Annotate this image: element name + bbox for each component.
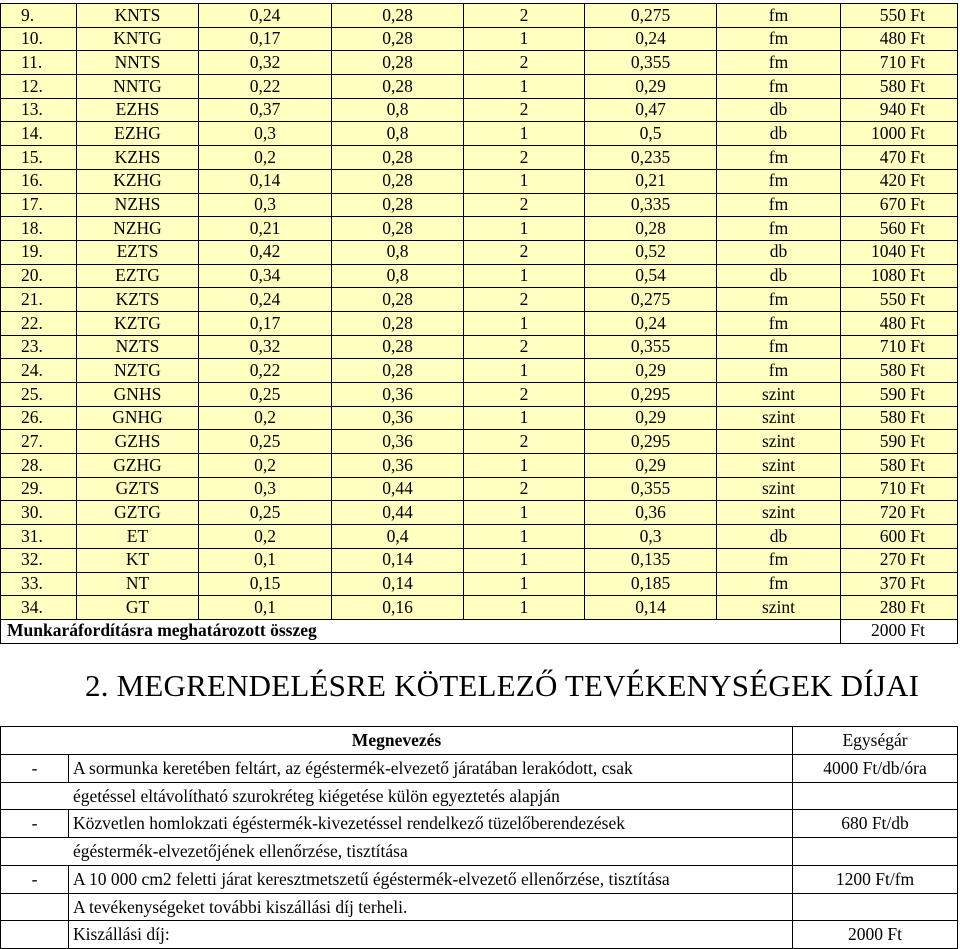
row-value-a: 0,25 bbox=[199, 430, 332, 454]
empty-cell bbox=[793, 838, 958, 866]
row-count: 2 bbox=[464, 51, 585, 75]
row-price: 590 Ft bbox=[841, 383, 958, 407]
row-unit: db bbox=[717, 240, 841, 264]
row-count: 2 bbox=[464, 477, 585, 501]
table-row bbox=[1, 217, 958, 241]
table-row bbox=[1, 4, 958, 28]
table-row bbox=[1, 501, 958, 525]
activity-line: Közvetlen homlokzati égéstermék-kivezetéssel rendelkező tüzelőberendezések bbox=[69, 810, 793, 838]
price-table-body bbox=[1, 4, 958, 620]
row-value-d: 0,29 bbox=[585, 75, 717, 99]
row-value-a: 0,21 bbox=[199, 217, 332, 241]
row-unit: fm bbox=[717, 288, 841, 312]
summary-value: 2000 Ft bbox=[841, 619, 958, 643]
row-count: 1 bbox=[464, 122, 585, 146]
row-value-d: 0,235 bbox=[585, 146, 717, 170]
row-value-d: 0,21 bbox=[585, 169, 717, 193]
row-code: KNTS bbox=[77, 4, 199, 28]
row-code: NNTS bbox=[77, 51, 199, 75]
row-value-b: 0,14 bbox=[332, 548, 464, 572]
row-price: 550 Ft bbox=[841, 288, 958, 312]
activity-price: 4000 Ft/db/óra bbox=[793, 754, 958, 782]
activity-line: A sormunka keretében feltárt, az égéstermék-elvezető járatában lerakódott, csak bbox=[73, 757, 633, 778]
row-value-d: 0,24 bbox=[585, 311, 717, 335]
row-count: 1 bbox=[464, 27, 585, 51]
row-number: 30. bbox=[1, 501, 77, 525]
row-count: 1 bbox=[464, 525, 585, 549]
row-code: GZHG bbox=[77, 454, 199, 478]
table-row bbox=[1, 383, 958, 407]
row-unit: fm bbox=[717, 146, 841, 170]
row-unit: szint bbox=[717, 383, 841, 407]
row-code: NZTG bbox=[77, 359, 199, 383]
table-row bbox=[1, 311, 958, 335]
col-price-header: Egységár bbox=[793, 727, 958, 755]
activity-line: A 10 000 cm2 feletti járat keresztmetszetű égéstermék-elvezető ellenőrzése, tisztítása bbox=[69, 865, 793, 893]
activity-dash: - bbox=[1, 810, 69, 838]
row-code: KZTS bbox=[77, 288, 199, 312]
row-value-d: 0,275 bbox=[585, 4, 717, 28]
row-value-a: 0,17 bbox=[199, 311, 332, 335]
row-value-d: 0,185 bbox=[585, 572, 717, 596]
row-unit: fm bbox=[717, 548, 841, 572]
table-row bbox=[1, 264, 958, 288]
row-number: 18. bbox=[1, 217, 77, 241]
row-price: 1000 Ft bbox=[841, 122, 958, 146]
row-count: 2 bbox=[464, 98, 585, 122]
row-code: GNHG bbox=[77, 406, 199, 430]
row-value-a: 0,15 bbox=[199, 572, 332, 596]
table-row bbox=[1, 122, 958, 146]
row-value-a: 0,3 bbox=[199, 193, 332, 217]
row-value-b: 0,36 bbox=[332, 406, 464, 430]
row-price: 580 Ft bbox=[841, 359, 958, 383]
table-row bbox=[1, 596, 958, 620]
row-code: NZHG bbox=[77, 217, 199, 241]
row-unit: fm bbox=[717, 572, 841, 596]
row-number: 21. bbox=[1, 288, 77, 312]
price-table bbox=[0, 3, 958, 644]
row-value-b: 0,36 bbox=[332, 454, 464, 478]
row-price: 470 Ft bbox=[841, 146, 958, 170]
row-number: 25. bbox=[1, 383, 77, 407]
row-number: 14. bbox=[1, 122, 77, 146]
row-value-b: 0,36 bbox=[332, 430, 464, 454]
row-code: GT bbox=[77, 596, 199, 620]
table-row bbox=[1, 193, 958, 217]
row-number: 24. bbox=[1, 359, 77, 383]
note-text: A tevékenységeket további kiszállási díj terheli. bbox=[69, 893, 793, 921]
row-number: 33. bbox=[1, 572, 77, 596]
row-value-b: 0,28 bbox=[332, 75, 464, 99]
fee-value: 2000 Ft bbox=[793, 921, 958, 949]
row-value-b: 0,28 bbox=[332, 288, 464, 312]
row-unit: db bbox=[717, 122, 841, 146]
row-price: 560 Ft bbox=[841, 217, 958, 241]
table-row bbox=[1, 572, 958, 596]
row-code: EZTG bbox=[77, 264, 199, 288]
row-number: 17. bbox=[1, 193, 77, 217]
activities-table bbox=[0, 726, 958, 949]
row-value-b: 0,44 bbox=[332, 477, 464, 501]
row-count: 1 bbox=[464, 264, 585, 288]
row-price: 720 Ft bbox=[841, 501, 958, 525]
row-value-d: 0,355 bbox=[585, 51, 717, 75]
row-value-a: 0,32 bbox=[199, 335, 332, 359]
row-count: 2 bbox=[464, 240, 585, 264]
row-code: KZHS bbox=[77, 146, 199, 170]
row-count: 2 bbox=[464, 4, 585, 28]
row-code: NZTS bbox=[77, 335, 199, 359]
table-row bbox=[1, 525, 958, 549]
table-row bbox=[1, 169, 958, 193]
row-count: 1 bbox=[464, 548, 585, 572]
row-value-b: 0,28 bbox=[332, 169, 464, 193]
row-number: 10. bbox=[1, 27, 77, 51]
row-price: 580 Ft bbox=[841, 406, 958, 430]
row-price: 580 Ft bbox=[841, 454, 958, 478]
row-value-d: 0,24 bbox=[585, 27, 717, 51]
activity-dash: - bbox=[1, 754, 69, 782]
table-row bbox=[1, 477, 958, 501]
row-price: 600 Ft bbox=[841, 525, 958, 549]
row-count: 1 bbox=[464, 454, 585, 478]
row-code: NT bbox=[77, 572, 199, 596]
row-price: 710 Ft bbox=[841, 335, 958, 359]
row-unit: szint bbox=[717, 501, 841, 525]
row-number: 27. bbox=[1, 430, 77, 454]
row-value-b: 0,28 bbox=[332, 335, 464, 359]
row-unit: fm bbox=[717, 169, 841, 193]
row-value-a: 0,3 bbox=[199, 477, 332, 501]
row-value-a: 0,42 bbox=[199, 240, 332, 264]
row-value-d: 0,295 bbox=[585, 430, 717, 454]
table-row bbox=[1, 51, 958, 75]
row-unit: szint bbox=[717, 430, 841, 454]
row-unit: fm bbox=[717, 359, 841, 383]
row-unit: fm bbox=[717, 4, 841, 28]
activity-price: 680 Ft/db bbox=[793, 810, 958, 838]
row-price: 670 Ft bbox=[841, 193, 958, 217]
row-value-b: 0,28 bbox=[332, 51, 464, 75]
row-code: KT bbox=[77, 548, 199, 572]
row-count: 1 bbox=[464, 217, 585, 241]
row-value-a: 0,2 bbox=[199, 406, 332, 430]
row-value-d: 0,29 bbox=[585, 454, 717, 478]
row-unit: db bbox=[717, 525, 841, 549]
row-value-d: 0,54 bbox=[585, 264, 717, 288]
empty-cell bbox=[793, 782, 958, 810]
empty-cell bbox=[1, 921, 69, 949]
row-value-d: 0,29 bbox=[585, 406, 717, 430]
row-value-d: 0,29 bbox=[585, 359, 717, 383]
row-count: 2 bbox=[464, 193, 585, 217]
row-value-b: 0,28 bbox=[332, 193, 464, 217]
activity-dash: - bbox=[1, 865, 69, 893]
row-value-b: 0,28 bbox=[332, 27, 464, 51]
row-value-a: 0,1 bbox=[199, 596, 332, 620]
row-value-a: 0,2 bbox=[199, 525, 332, 549]
row-value-d: 0,5 bbox=[585, 122, 717, 146]
row-unit: db bbox=[717, 264, 841, 288]
row-number: 9. bbox=[1, 4, 77, 28]
row-price: 940 Ft bbox=[841, 98, 958, 122]
row-number: 28. bbox=[1, 454, 77, 478]
row-value-b: 0,36 bbox=[332, 383, 464, 407]
row-number: 34. bbox=[1, 596, 77, 620]
table-row bbox=[1, 146, 958, 170]
row-value-a: 0,2 bbox=[199, 454, 332, 478]
col-name-header: Megnevezés bbox=[1, 727, 793, 755]
row-value-d: 0,28 bbox=[585, 217, 717, 241]
row-code: KNTG bbox=[77, 27, 199, 51]
row-code: GZHS bbox=[77, 430, 199, 454]
row-price: 280 Ft bbox=[841, 596, 958, 620]
row-unit: db bbox=[717, 98, 841, 122]
fee-label: Kiszállási díj: bbox=[69, 921, 793, 949]
row-value-a: 0,24 bbox=[199, 4, 332, 28]
row-number: 13. bbox=[1, 98, 77, 122]
activity-row-continuation bbox=[1, 782, 958, 810]
row-count: 1 bbox=[464, 501, 585, 525]
note-row bbox=[1, 893, 958, 921]
row-price: 370 Ft bbox=[841, 572, 958, 596]
row-number: 29. bbox=[1, 477, 77, 501]
row-price: 1040 Ft bbox=[841, 240, 958, 264]
row-count: 2 bbox=[464, 335, 585, 359]
row-unit: szint bbox=[717, 454, 841, 478]
row-code: EZHS bbox=[77, 98, 199, 122]
row-value-b: 0,28 bbox=[332, 217, 464, 241]
summary-label: Munkaráfordításra meghatározott összeg bbox=[1, 619, 841, 643]
row-value-d: 0,14 bbox=[585, 596, 717, 620]
row-value-d: 0,135 bbox=[585, 548, 717, 572]
row-unit: szint bbox=[717, 596, 841, 620]
row-count: 1 bbox=[464, 596, 585, 620]
row-value-d: 0,355 bbox=[585, 477, 717, 501]
activities-header-row bbox=[1, 727, 958, 755]
row-code: GZTS bbox=[77, 477, 199, 501]
row-value-a: 0,1 bbox=[199, 548, 332, 572]
table-row bbox=[1, 454, 958, 478]
row-value-a: 0,22 bbox=[199, 359, 332, 383]
row-count: 1 bbox=[464, 406, 585, 430]
row-value-b: 0,28 bbox=[332, 146, 464, 170]
row-value-b: 0,28 bbox=[332, 4, 464, 28]
row-value-a: 0,22 bbox=[199, 75, 332, 99]
row-count: 1 bbox=[464, 75, 585, 99]
row-number: 23. bbox=[1, 335, 77, 359]
empty-cell bbox=[1, 893, 69, 921]
row-count: 1 bbox=[464, 311, 585, 335]
row-value-d: 0,36 bbox=[585, 501, 717, 525]
row-value-b: 0,4 bbox=[332, 525, 464, 549]
row-count: 2 bbox=[464, 288, 585, 312]
row-value-b: 0,14 bbox=[332, 572, 464, 596]
row-value-d: 0,275 bbox=[585, 288, 717, 312]
table-row bbox=[1, 359, 958, 383]
row-number: 12. bbox=[1, 75, 77, 99]
row-unit: szint bbox=[717, 406, 841, 430]
activity-description bbox=[69, 754, 793, 782]
row-code: GNHS bbox=[77, 383, 199, 407]
row-number: 16. bbox=[1, 169, 77, 193]
table-row bbox=[1, 335, 958, 359]
activity-row bbox=[1, 810, 958, 838]
row-number: 20. bbox=[1, 264, 77, 288]
row-code: NNTG bbox=[77, 75, 199, 99]
activity-row bbox=[1, 865, 958, 893]
row-code: GZTG bbox=[77, 501, 199, 525]
row-price: 1080 Ft bbox=[841, 264, 958, 288]
row-value-b: 0,8 bbox=[332, 122, 464, 146]
activity-line: égéstermék-elvezetőjének ellenőrzése, tisztítása bbox=[1, 838, 793, 866]
row-price: 480 Ft bbox=[841, 27, 958, 51]
row-code: NZHS bbox=[77, 193, 199, 217]
table-row bbox=[1, 430, 958, 454]
row-number: 31. bbox=[1, 525, 77, 549]
row-value-b: 0,28 bbox=[332, 359, 464, 383]
section-heading: 2. MEGRENDELÉSRE KÖTELEZŐ TEVÉKENYSÉGEK DÍJAI bbox=[85, 668, 920, 703]
row-number: 22. bbox=[1, 311, 77, 335]
row-unit: szint bbox=[717, 477, 841, 501]
row-code: EZTS bbox=[77, 240, 199, 264]
row-value-b: 0,8 bbox=[332, 98, 464, 122]
row-value-b: 0,28 bbox=[332, 311, 464, 335]
row-value-a: 0,14 bbox=[199, 169, 332, 193]
fee-row bbox=[1, 921, 958, 949]
row-value-a: 0,37 bbox=[199, 98, 332, 122]
row-price: 480 Ft bbox=[841, 311, 958, 335]
row-number: 32. bbox=[1, 548, 77, 572]
row-unit: fm bbox=[717, 51, 841, 75]
row-value-d: 0,47 bbox=[585, 98, 717, 122]
activity-line: égetéssel eltávolítható szurokréteg kiégetése külön egyeztetés alapján bbox=[1, 782, 793, 810]
row-price: 270 Ft bbox=[841, 548, 958, 572]
row-code: EZHG bbox=[77, 122, 199, 146]
activity-price: 1200 Ft/fm bbox=[793, 865, 958, 893]
row-number: 11. bbox=[1, 51, 77, 75]
row-price: 550 Ft bbox=[841, 4, 958, 28]
row-count: 1 bbox=[464, 359, 585, 383]
row-value-d: 0,355 bbox=[585, 335, 717, 359]
row-unit: fm bbox=[717, 311, 841, 335]
table-row bbox=[1, 240, 958, 264]
row-code: KZHG bbox=[77, 169, 199, 193]
row-value-d: 0,295 bbox=[585, 383, 717, 407]
activity-row bbox=[1, 754, 958, 782]
row-value-b: 0,44 bbox=[332, 501, 464, 525]
table-row bbox=[1, 548, 958, 572]
row-value-d: 0,335 bbox=[585, 193, 717, 217]
row-count: 1 bbox=[464, 169, 585, 193]
row-count: 2 bbox=[464, 383, 585, 407]
row-value-d: 0,52 bbox=[585, 240, 717, 264]
row-code: KZTG bbox=[77, 311, 199, 335]
row-number: 15. bbox=[1, 146, 77, 170]
row-value-a: 0,2 bbox=[199, 146, 332, 170]
row-unit: fm bbox=[717, 217, 841, 241]
row-number: 26. bbox=[1, 406, 77, 430]
row-value-a: 0,25 bbox=[199, 501, 332, 525]
row-price: 710 Ft bbox=[841, 51, 958, 75]
empty-cell bbox=[793, 893, 958, 921]
table-row bbox=[1, 75, 958, 99]
row-value-a: 0,3 bbox=[199, 122, 332, 146]
row-price: 590 Ft bbox=[841, 430, 958, 454]
row-value-a: 0,32 bbox=[199, 51, 332, 75]
table-row bbox=[1, 406, 958, 430]
row-value-d: 0,3 bbox=[585, 525, 717, 549]
row-value-b: 0,16 bbox=[332, 596, 464, 620]
row-count: 2 bbox=[464, 146, 585, 170]
row-value-b: 0,8 bbox=[332, 264, 464, 288]
row-unit: fm bbox=[717, 75, 841, 99]
row-value-b: 0,8 bbox=[332, 240, 464, 264]
row-count: 1 bbox=[464, 572, 585, 596]
row-unit: fm bbox=[717, 193, 841, 217]
table-row bbox=[1, 98, 958, 122]
row-code: ET bbox=[77, 525, 199, 549]
table-row bbox=[1, 27, 958, 51]
row-count: 2 bbox=[464, 430, 585, 454]
row-price: 420 Ft bbox=[841, 169, 958, 193]
activity-row-continuation bbox=[1, 838, 958, 866]
row-unit: fm bbox=[717, 27, 841, 51]
row-value-a: 0,17 bbox=[199, 27, 332, 51]
row-value-a: 0,24 bbox=[199, 288, 332, 312]
row-value-a: 0,25 bbox=[199, 383, 332, 407]
row-unit: fm bbox=[717, 335, 841, 359]
summary-row bbox=[1, 619, 958, 643]
row-value-a: 0,34 bbox=[199, 264, 332, 288]
row-price: 710 Ft bbox=[841, 477, 958, 501]
table-row bbox=[1, 288, 958, 312]
row-number: 19. bbox=[1, 240, 77, 264]
row-price: 580 Ft bbox=[841, 75, 958, 99]
